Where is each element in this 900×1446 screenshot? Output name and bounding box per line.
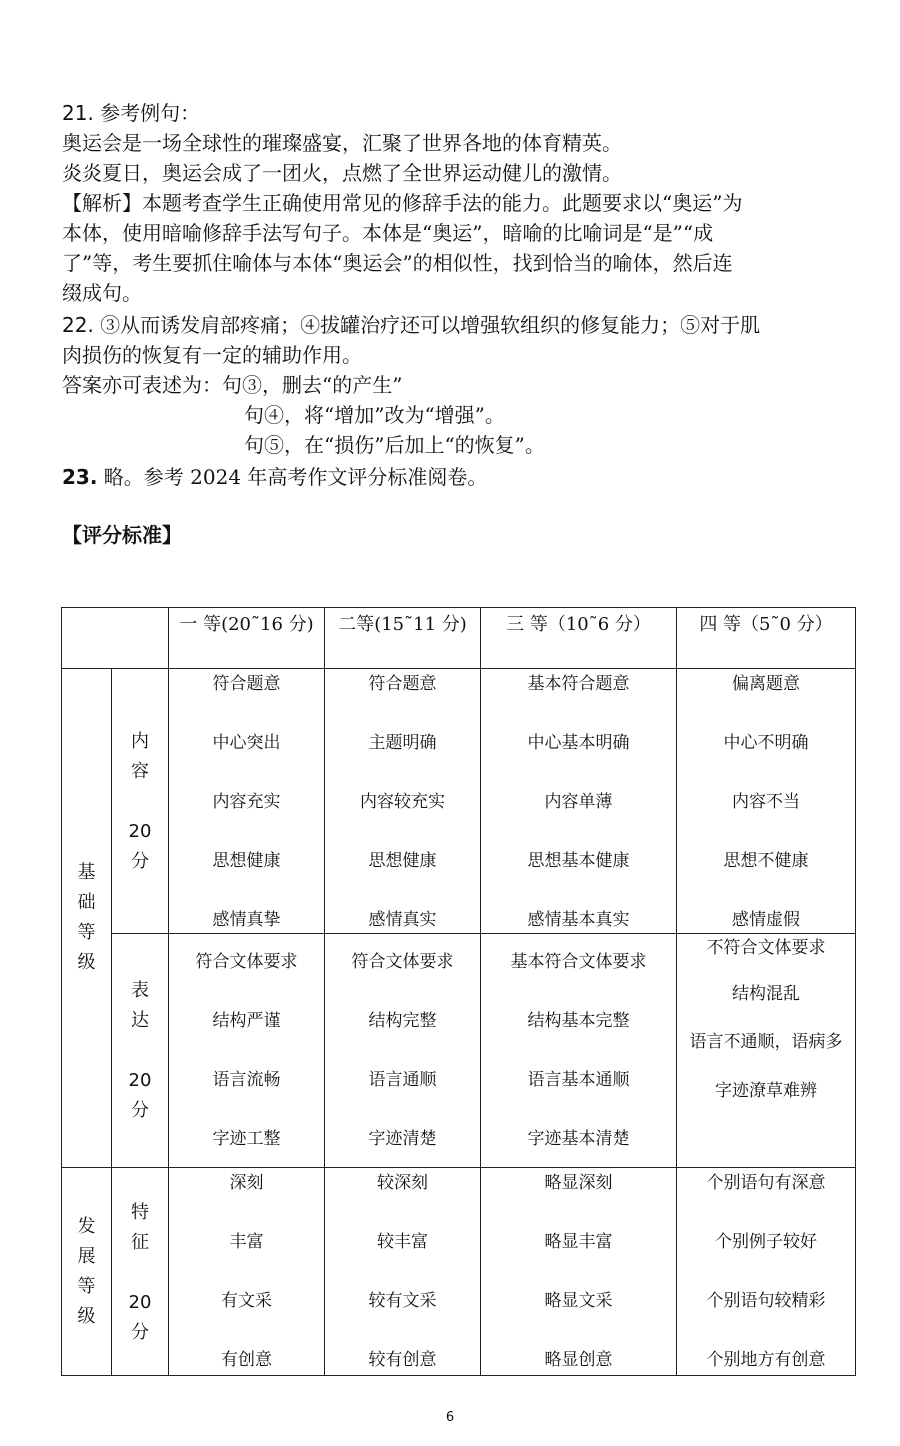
content-score: 20 (128, 821, 152, 842)
table-cell: 结构基本完整 (527, 1011, 630, 1031)
q23-text: 略。参考 2024 年高考作文评分标准阅卷。 (103, 465, 488, 489)
table-cell: 语言通顺 (368, 1070, 437, 1090)
section-title: 【评分标准】 (62, 523, 182, 547)
table-cell: 符合题意 (368, 674, 437, 694)
q22-line-1 (62, 310, 760, 340)
q23-number: 23. (62, 465, 98, 489)
table-cell: 深刻 (229, 1173, 264, 1193)
basic-char-1: 基 (77, 862, 96, 883)
expr-grade-4 (677, 934, 856, 1168)
basic-char-2: 础 (77, 892, 96, 913)
header-grade-1: 一 等(20˜16 分) (169, 608, 325, 669)
table-cell: 内容单薄 (544, 792, 613, 812)
table-cell: 思想健康 (368, 851, 437, 871)
table-row-content (62, 669, 856, 934)
table-cell: 有文采 (221, 1291, 272, 1311)
table-cell: 字迹清楚 (368, 1129, 437, 1149)
feat-char-1: 特 (131, 1202, 149, 1223)
q22-alt-3: 句⑤，在“损伤”后加上“的恢复”。 (244, 433, 545, 457)
table-cell: 较丰富 (377, 1232, 428, 1252)
basic-char-4: 级 (77, 952, 96, 973)
table-cell: 略显文采 (544, 1291, 613, 1311)
expr-char-2: 达 (131, 1010, 149, 1031)
table-row-expression (62, 934, 856, 1168)
table-cell: 思想不健康 (723, 851, 809, 871)
header-grade-4: 四 等（5˜0 分） (677, 608, 856, 669)
table-cell: 略显深刻 (544, 1173, 613, 1193)
table-cell: 个别地方有创意 (706, 1350, 826, 1370)
table-cell: 感情基本真实 (527, 910, 630, 930)
table-cell: 符合文体要求 (195, 952, 298, 972)
table-cell: 字迹工整 (212, 1129, 281, 1149)
content-unit: 分 (131, 851, 149, 872)
table-cell: 中心突出 (212, 733, 281, 753)
dev-level-label (62, 1168, 112, 1376)
table-cell: 有创意 (221, 1350, 272, 1370)
q21-title: 参考例句： (100, 101, 201, 125)
page-number: 6 (445, 1410, 455, 1425)
dev-char-4: 级 (77, 1305, 96, 1327)
header-grade-2: 二等(15˜11 分) (325, 608, 481, 669)
content-gap (112, 787, 168, 817)
table-cell: 内容充实 (212, 792, 281, 812)
q21-analysis-line-1: 【解析】本题考查学生正确使用常见的修辞手法的能力。此题要求以“奥运”为 (62, 191, 743, 215)
expr-grade-1 (169, 934, 325, 1168)
q21-number: 21. (62, 101, 94, 125)
expression-label (112, 934, 169, 1168)
table-cell: 字迹基本清楚 (527, 1129, 630, 1149)
table-cell: 较有创意 (368, 1350, 437, 1370)
content-grade-1 (169, 669, 325, 934)
table-cell: 结构完整 (368, 1011, 437, 1031)
expr-char-1: 表 (131, 980, 149, 1001)
dev-char-3: 等 (77, 1275, 96, 1297)
q22-number: 22. (62, 313, 94, 337)
feat-grade-2 (325, 1168, 481, 1376)
table-cell: 个别语句有深意 (706, 1173, 826, 1193)
feat-char-2: 征 (131, 1232, 149, 1253)
table-cell: 字迹潦草难辨 (715, 1081, 817, 1101)
table-cell: 基本符合题意 (527, 674, 630, 694)
table-cell: 内容不当 (732, 792, 800, 812)
expr-unit: 分 (131, 1100, 149, 1121)
feat-grade-1 (169, 1168, 325, 1376)
expr-score: 20 (128, 1070, 152, 1091)
table-cell: 思想健康 (212, 851, 281, 871)
q21-analysis-line-2: 本体，使用暗喻修辞手法写句子。本体是“奥运”，暗喻的比喻词是“是”“成 (62, 221, 714, 245)
table-cell: 结构混乱 (732, 984, 800, 1004)
q22-text-1: ③从而诱发肩部疼痛；④拔罐治疗还可以增强软组织的修复能力；⑤对于肌 (100, 313, 761, 337)
content-char-1: 内 (131, 731, 149, 752)
feat-unit: 分 (131, 1322, 149, 1343)
scoring-table (61, 607, 856, 1376)
feat-gap (112, 1258, 168, 1288)
table-cell: 符合文体要求 (351, 952, 454, 972)
feat-score: 20 (128, 1292, 152, 1313)
feat-grade-4 (677, 1168, 856, 1376)
q22-alt-2: 句④，将“增加”改为“增强”。 (244, 403, 505, 427)
table-cell: 个别语句较精彩 (706, 1291, 826, 1311)
content-grade-3 (481, 669, 677, 934)
expr-grade-2 (325, 934, 481, 1168)
q21-analysis-line-4: 缀成句。 (62, 281, 142, 305)
q23-line (62, 462, 487, 492)
q21-sentence-2: 炎炎夏日，奥运会成了一团火，点燃了全世界运动健儿的激情。 (62, 161, 622, 185)
content-char-2: 容 (131, 761, 149, 782)
basic-char-3: 等 (77, 922, 96, 943)
table-cell: 不符合文体要求 (706, 938, 826, 958)
basic-level-label (62, 669, 112, 1168)
table-cell: 感情真挚 (212, 910, 281, 930)
table-cell: 中心基本明确 (527, 733, 630, 753)
header-empty-cell (62, 608, 169, 669)
q22-line-2: 肉损伤的恢复有一定的辅助作用。 (62, 343, 362, 367)
table-cell: 略显丰富 (544, 1232, 613, 1252)
table-cell: 思想基本健康 (527, 851, 630, 871)
table-cell: 中心不明确 (723, 733, 809, 753)
table-cell: 丰富 (229, 1232, 264, 1252)
q21-heading (62, 98, 200, 128)
table-row-feature (62, 1168, 856, 1376)
q22-alt-intro: 答案亦可表述为：句③，删去“的产生” (62, 373, 403, 397)
table-cell: 符合题意 (212, 674, 281, 694)
table-cell: 主题明确 (368, 733, 437, 753)
dev-char-2: 展 (77, 1245, 96, 1267)
table-cell: 偏离题意 (732, 674, 800, 694)
q21-sentence-1: 奥运会是一场全球性的璀璨盛宴，汇聚了世界各地的体育精英。 (62, 131, 622, 155)
expr-gap (112, 1036, 168, 1066)
content-label (112, 669, 169, 934)
table-cell: 个别例子较好 (715, 1232, 817, 1252)
content-grade-4 (677, 669, 856, 934)
content-grade-2 (325, 669, 481, 934)
dev-char-1: 发 (77, 1215, 96, 1237)
expr-grade-3 (481, 934, 677, 1168)
table-cell: 语言流畅 (212, 1070, 281, 1090)
table-cell: 结构严谨 (212, 1011, 281, 1031)
table-cell: 基本符合文体要求 (510, 952, 647, 972)
table-cell: 语言不通顺，语病多 (689, 1032, 843, 1052)
feature-label (112, 1168, 169, 1376)
table-cell: 感情真实 (368, 910, 437, 930)
table-cell: 语言基本通顺 (527, 1070, 630, 1090)
feat-grade-3 (481, 1168, 677, 1376)
table-header-row (62, 608, 856, 669)
table-cell: 略显创意 (544, 1350, 613, 1370)
header-grade-3: 三 等（10˜6 分） (481, 608, 677, 669)
table-cell: 感情虚假 (732, 910, 800, 930)
q21-analysis-line-3: 了”等，考生要抓住喻体与本体“奥运会”的相似性，找到恰当的喻体，然后连 (62, 251, 733, 275)
table-cell: 较有文采 (368, 1291, 437, 1311)
table-cell: 较深刻 (377, 1173, 428, 1193)
table-cell: 内容较充实 (360, 792, 445, 812)
